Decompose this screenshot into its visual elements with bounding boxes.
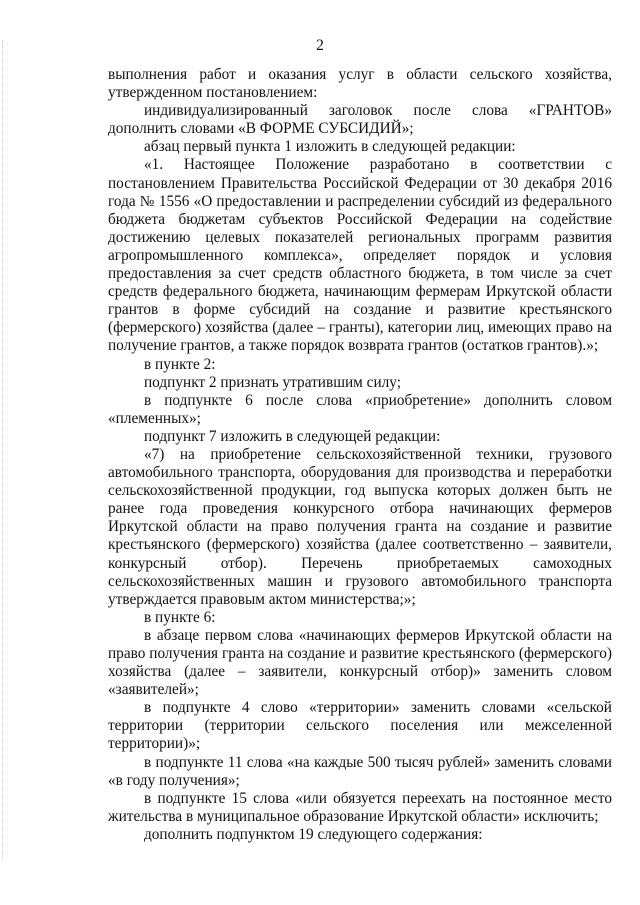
scan-edge-marks bbox=[2, 40, 6, 860]
paragraph: подпункт 2 признать утратившим силу; bbox=[144, 373, 401, 391]
paragraph: «7) на приобретение сельскохозяйственной техники, грузового автомобильного транспорта, оборудования для производства и переработки сельскохозяйственной продукции, год выпуска которых должен быть не ранее года проведения конкурсного отбора начинающих фермеров Иркутской области на право получения гранта на создание и развитие крестьянского (фермерского) хозяйства (далее соответственно – заявители, конкурсный отбор). Перечень приобретаемых самоходных сельскохозяйственных машин и грузового автомобильного транспорта утверждается правовым актом министерства;»; bbox=[108, 445, 612, 608]
paragraph: выполнения работ и оказания услуг в области сельского хозяйства, утвержденном постановлением: bbox=[108, 66, 612, 102]
paragraph: в подпункте 15 слова «или обязуется переехать на постоянное место жительства в муниципальное образование Иркутской области» исключить; bbox=[108, 789, 612, 825]
paragraph: дополнить подпунктом 19 следующего содержания: bbox=[144, 825, 483, 843]
paragraph: индивидуализированный заголовок после слова «ГРАНТОВ» дополнить словами «В ФОРМЕ СУБСИДИЙ»; bbox=[108, 102, 612, 138]
paragraph: подпункт 7 изложить в следующей редакции: bbox=[144, 427, 441, 445]
paragraph: в пункте 2: bbox=[144, 355, 216, 373]
paragraph: в подпункте 4 слово «территории» заменить словами «сельской территории (территории сельского поселения или межселенной территории)»; bbox=[108, 699, 612, 753]
paragraph: абзац первый пункта 1 изложить в следующей редакции: bbox=[144, 138, 516, 156]
paragraph: в подпункте 11 слова «на каждые 500 тысяч рублей» заменить словами «в году получения»; bbox=[108, 753, 612, 789]
paragraph: в пункте 6: bbox=[144, 608, 216, 626]
page-number: 2 bbox=[316, 37, 324, 54]
paragraph: в абзаце первом слова «начинающих фермеров Иркутской области на право получения гранта на создание и развитие крестьянского (фермерского) хозяйства (далее – заявители, конкурсный отбор)» заменить словом «заявителей»; bbox=[108, 626, 612, 699]
paragraph: «1. Настоящее Положение разработано в соответствии с постановлением Правительства Российской Федерации от 30 декабря 2016 года № 1556 «О предоставлении и распределении субсидий из федерального бюджета бюджетам субъектов Российской Федерации на содействие достижению целевых показателей региональных программ развития агропромышленного комплекса», определяет порядок и условия предоставления за счет средств областного бюджета, в том числе за счет средств федерального бюджета, начинающим фермерам Иркутской области грантов в форме субсидий на создание и развитие крестьянского (фермерского) хозяйства (далее – гранты), категории лиц, имеющих право на получение грантов, а также порядок возврата грантов (остатков грантов).»; bbox=[108, 156, 612, 355]
document-body bbox=[108, 66, 612, 844]
paragraph: в подпункте 6 после слова «приобретение» дополнить словом «племенных»; bbox=[108, 391, 612, 427]
